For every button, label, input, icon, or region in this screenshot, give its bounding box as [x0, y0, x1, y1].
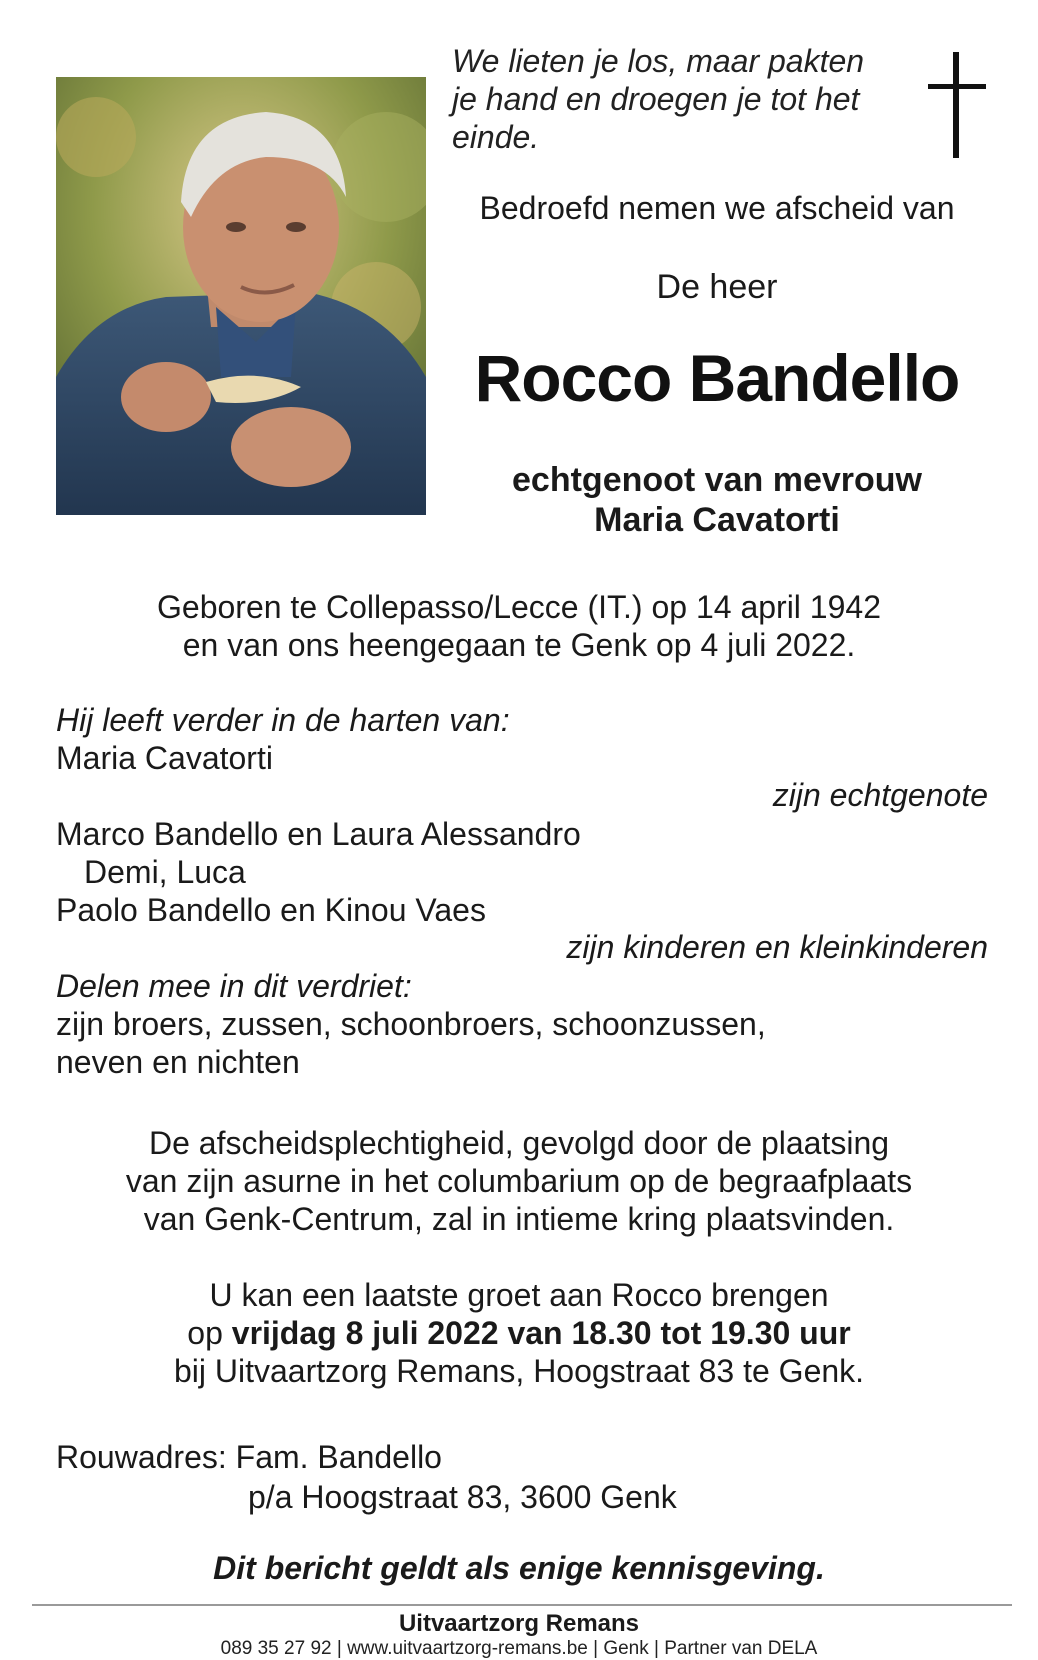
grandchildren-line: Demi, Luca — [84, 854, 246, 890]
quote-line: We lieten je los, maar pakten — [452, 43, 865, 79]
funeral-firm-info: 089 35 27 92 | www.uitvaartzorg-remans.be | Genk | Partner van DELA — [220, 1638, 818, 1659]
spouse-label: zijn echtgenote — [772, 777, 988, 813]
portrait-photo — [56, 77, 426, 515]
spouse-line: Maria Cavatorti — [594, 501, 840, 539]
mourning-address — [56, 1437, 677, 1517]
others-line: zijn broers, zussen, schoonbroers, schoonzussen, — [56, 1006, 766, 1042]
cross-icon — [924, 52, 990, 158]
child-line: Marco Bandello en Laura Alessandro — [56, 816, 581, 852]
memorial-quote — [452, 42, 912, 156]
greeting-prefix: op — [187, 1315, 232, 1351]
spouse-line: echtgenoot van mevrouw — [512, 461, 922, 499]
title-text: De heer — [656, 268, 778, 306]
ceremony-line: De afscheidsplechtigheid, gevolgd door de plaatsing — [148, 1125, 890, 1161]
quote-line: einde. — [452, 119, 540, 155]
deceased-name: Rocco Bandello — [474, 341, 960, 415]
ceremony-line: van zijn asurne in het columbarium op de begraafplaats — [125, 1163, 913, 1199]
family-heading: Hij leeft verder in de harten van: — [56, 702, 510, 738]
greeting-line: U kan een laatste groet aan Rocco brengen — [209, 1277, 829, 1313]
greeting-line: bij Uitvaartzorg Remans, Hoogstraat 83 te Genk. — [173, 1353, 865, 1389]
spouse-info — [452, 460, 982, 540]
greeting-line — [0, 1314, 1038, 1352]
visitation-info — [0, 1276, 1038, 1390]
others-heading: Delen mee in dit verdriet: — [56, 968, 412, 1004]
intro-text: Bedroefd nemen we afscheid van — [479, 190, 955, 226]
funeral-firm-name: Uitvaartzorg Remans — [398, 1610, 640, 1637]
quote-line: je hand en droegen je tot het — [452, 81, 860, 117]
children-label: zijn kinderen en kleinkinderen — [566, 929, 988, 965]
born-line: en van ons heengegaan te Genk op 4 juli 2022. — [182, 627, 856, 663]
notice-text: Dit bericht geldt als enige kennisgeving. — [213, 1550, 825, 1586]
child-line: Paolo Bandello en Kinou Vaes — [56, 892, 486, 928]
ceremony-line: van Genk-Centrum, zal in intieme kring plaatsvinden. — [143, 1201, 895, 1237]
spouse-name: Maria Cavatorti — [56, 740, 273, 776]
address-line: p/a Hoogstraat 83, 3600 Genk — [248, 1479, 677, 1515]
address-line: Rouwadres: Fam. Bandello — [56, 1439, 442, 1475]
born-line: Geboren te Collepasso/Lecce (IT.) op 14 april 1942 — [157, 589, 881, 625]
others-line: neven en nichten — [56, 1044, 300, 1080]
visitation-date: vrijdag 8 juli 2022 van 18.30 tot 19.30 uur — [231, 1315, 851, 1351]
birth-death-info — [0, 588, 1038, 664]
footer-divider — [32, 1604, 1012, 1606]
ceremony-info — [0, 1124, 1038, 1238]
